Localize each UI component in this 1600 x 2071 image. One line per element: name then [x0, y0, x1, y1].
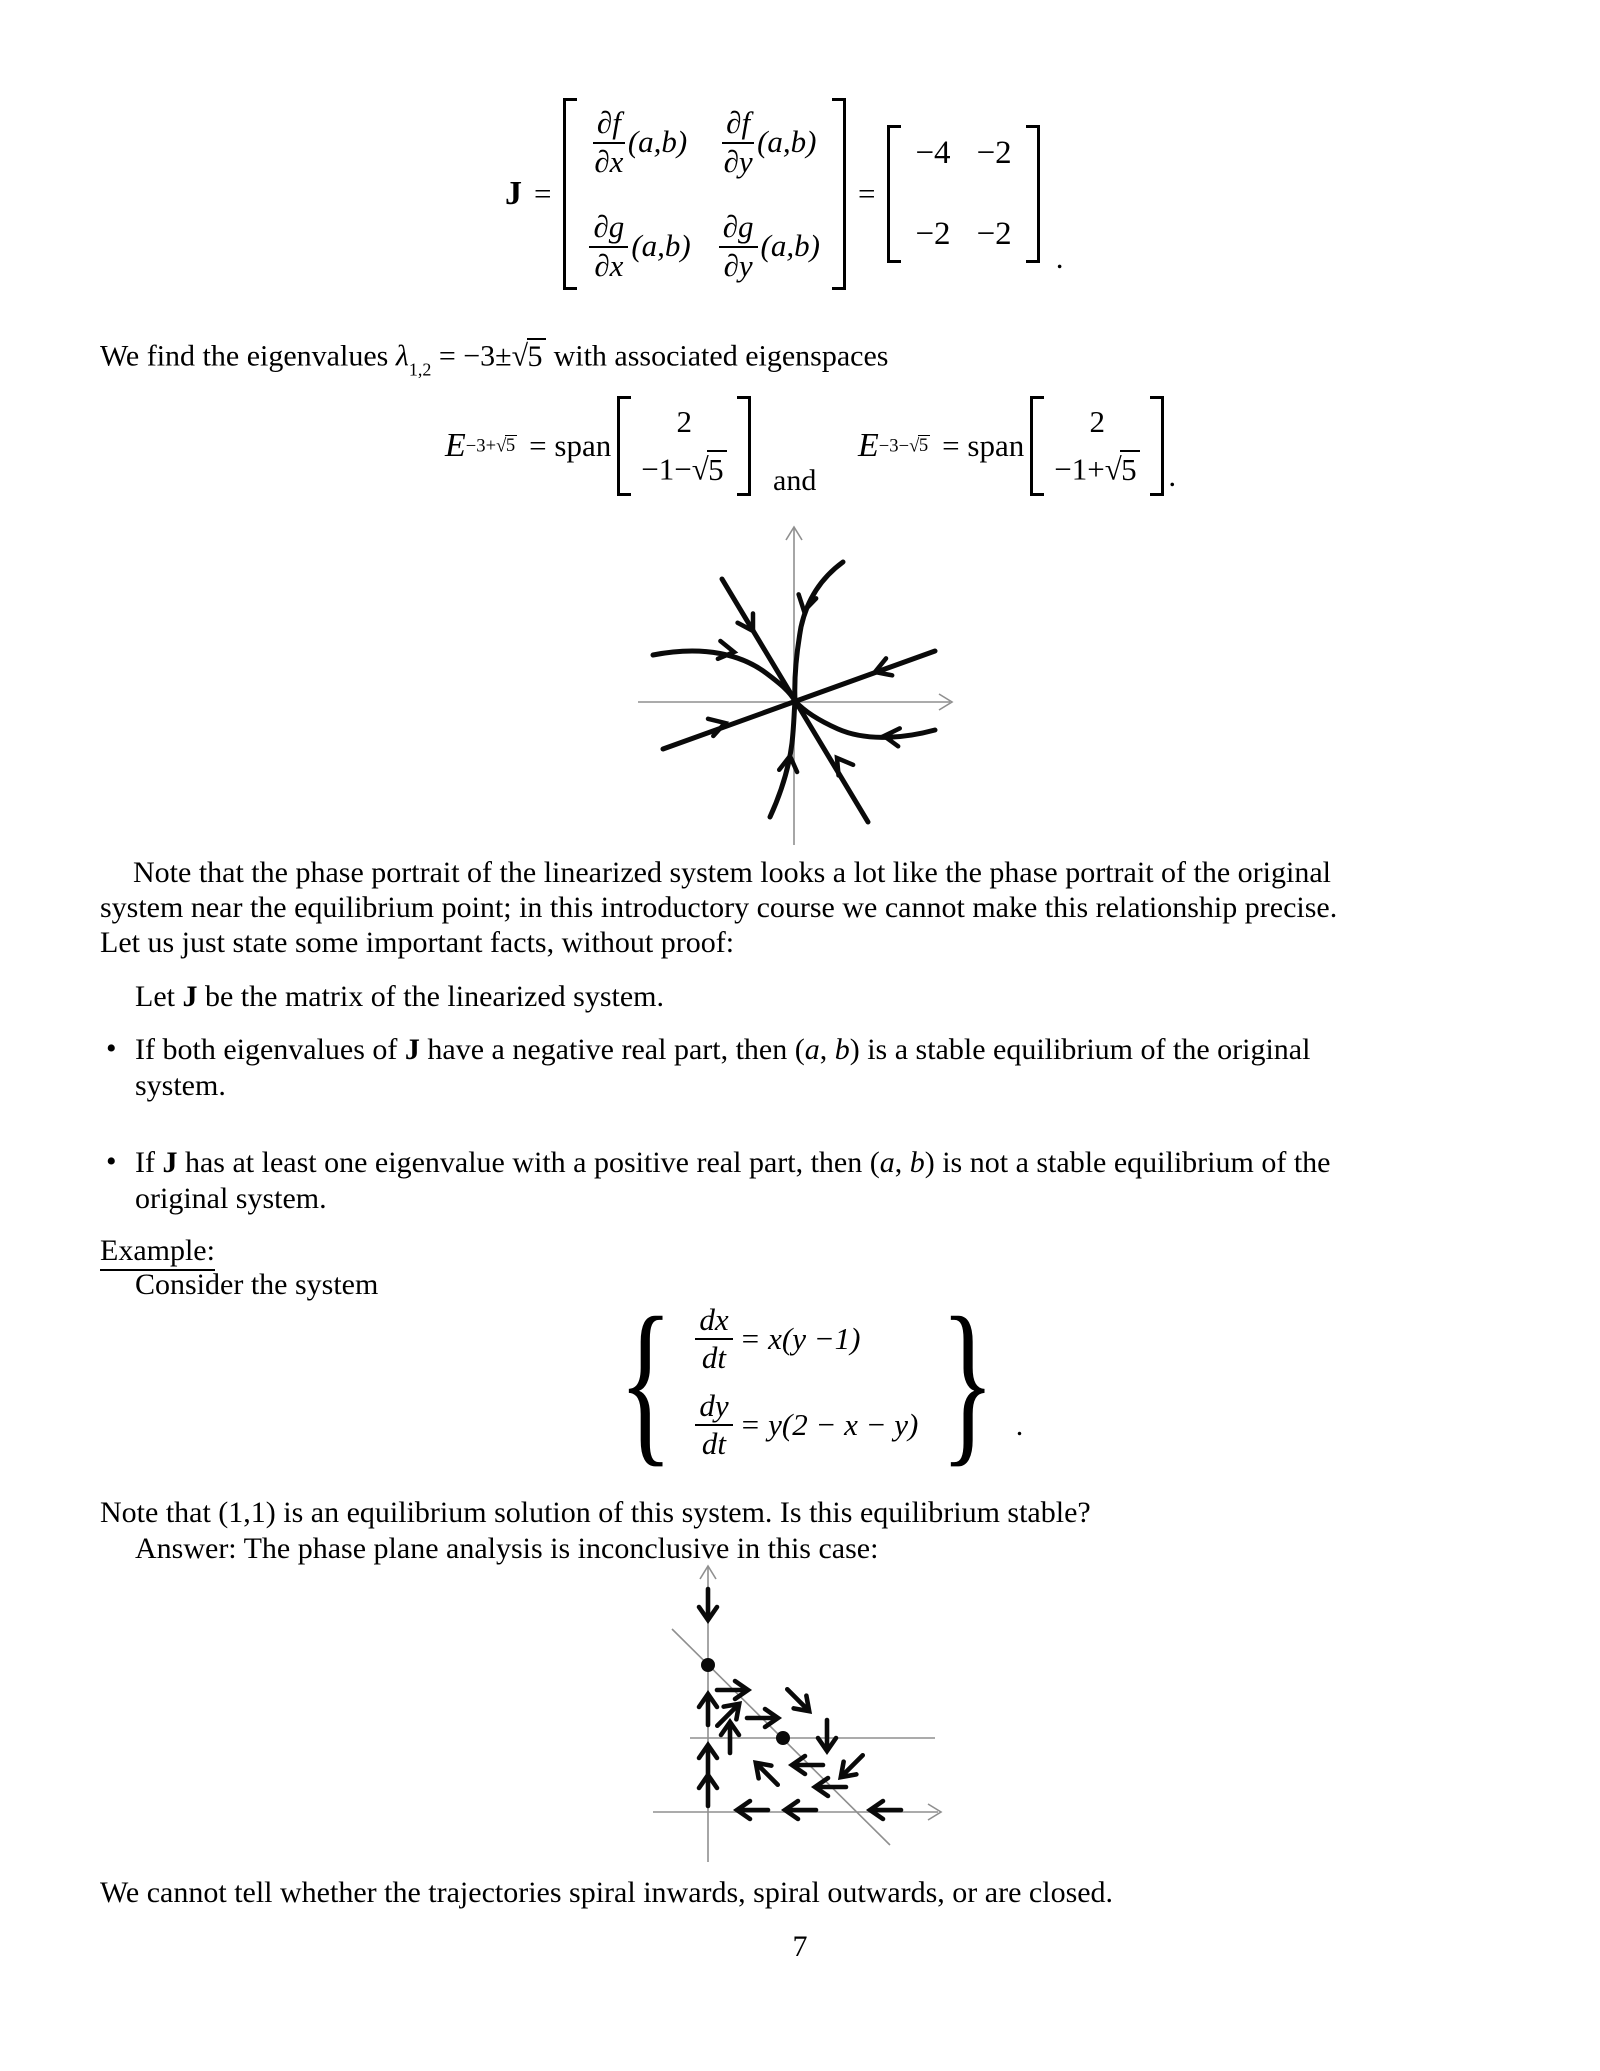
entry-argument: (a,b): [760, 228, 820, 264]
radicand: 5: [707, 450, 727, 486]
bullet-line: system.: [135, 1069, 226, 1102]
bullet-item-unstable: [135, 1145, 1495, 1217]
radical-sign: √: [1104, 451, 1122, 487]
paragraph-line: system near the equilibrium point; in this introductory course we cannot make this relationship precise.: [100, 891, 1338, 924]
equals-sign: =: [534, 176, 552, 212]
fraction-denominator: dt: [701, 1426, 727, 1462]
bullet-line: original system.: [135, 1182, 327, 1215]
arrow-down-icon: [818, 1720, 836, 1751]
radicand: 5: [918, 435, 930, 456]
equals-span: = span: [934, 427, 1025, 463]
matrix-entry: [722, 106, 816, 178]
vector-entry: 2: [676, 404, 693, 439]
fraction-denominator: ∂y: [723, 143, 753, 179]
vector-entry: −1+√5: [1054, 450, 1140, 488]
matrix-J-symbol: J: [162, 1146, 178, 1179]
equation-dy: [695, 1389, 918, 1461]
equation-dx: [695, 1303, 918, 1375]
matrix-J-symbol: J: [182, 980, 198, 1013]
lambda-symbol: λ: [395, 339, 409, 373]
arrow-up-left-icon: [749, 1756, 784, 1791]
fraction-numerator: ∂f: [593, 106, 625, 144]
jacobian-formula: [505, 98, 1063, 290]
bullet-line: If both eigenvalues of J have a negative real part, then (a, b) is a stable equilibrium of the original: [135, 1033, 1311, 1066]
arrow-left-icon: [785, 1801, 816, 1819]
period: .: [1168, 457, 1177, 493]
arrow-down-left-icon: [834, 1749, 869, 1784]
fraction-numerator: ∂f: [722, 106, 754, 144]
direction-arrows: [699, 1589, 901, 1819]
and-word: and: [773, 464, 817, 497]
trajectory-curve: [795, 562, 843, 701]
arrow-left-icon: [815, 1778, 846, 1796]
left-bracket: [1030, 396, 1044, 496]
consider-line: Consider the system: [135, 1268, 379, 1301]
bullet-marker: •: [106, 1145, 117, 1178]
eigenvector: [1030, 396, 1164, 496]
radicand: 5: [505, 435, 517, 456]
fraction-denominator: ∂x: [594, 247, 624, 283]
period: .: [1015, 1409, 1024, 1443]
matrix-value: −2: [915, 216, 951, 253]
eigenvector: [617, 396, 751, 496]
fraction-numerator: ∂g: [589, 210, 628, 248]
arrow-left-icon: [737, 1801, 768, 1819]
left-bracket: [887, 125, 901, 263]
eigenspace-subscript: −3−√5: [879, 435, 931, 457]
matrix-entry: [589, 210, 690, 282]
fraction-denominator: dt: [701, 1340, 727, 1376]
eigenspace-subscript: −3+√5: [466, 435, 518, 457]
equation-rhs: x(y −1): [768, 1320, 861, 1356]
right-bracket: [1026, 125, 1040, 263]
note-paragraph: [100, 855, 1530, 960]
page-number: 7: [792, 1930, 808, 1963]
radical-sign: √: [511, 339, 529, 373]
eigenvalue-line: [100, 338, 888, 380]
vector-entry: −1−√5: [641, 450, 727, 488]
left-brace: {: [618, 1281, 673, 1482]
matrix-entry: [719, 210, 820, 282]
equals-span: = span: [521, 427, 612, 463]
fraction-numerator: dx: [695, 1303, 732, 1341]
eigenspace-second: [858, 396, 1176, 496]
text: We find the eigenvalues: [100, 339, 396, 373]
eigenspace-symbol: E: [858, 426, 879, 464]
matrix-value: −2: [976, 216, 1012, 253]
let-j-line: Let J be the matrix of the linearized system.: [135, 980, 664, 1013]
right-bracket: [737, 396, 751, 496]
eigenspace-first: [445, 396, 751, 496]
right-brace: }: [940, 1281, 996, 1482]
fraction-numerator: ∂g: [719, 210, 758, 248]
right-bracket: [1150, 396, 1164, 496]
right-bracket: [832, 98, 846, 290]
arrow-up-icon: [699, 1775, 717, 1806]
arrow-left-icon: [792, 1756, 823, 1774]
arrow-up-icon: [699, 1694, 717, 1725]
equals-sign: =: [741, 1320, 760, 1356]
jacobian-matrix: [563, 98, 845, 290]
equation-rhs: y(2 − x − y): [768, 1406, 919, 1442]
equilibrium-dot: [701, 1658, 715, 1672]
period: .: [1055, 240, 1064, 276]
bullet-item-stable: [135, 1032, 1495, 1104]
equilibrium-dot: [776, 1731, 790, 1745]
entry-argument: (a,b): [627, 124, 688, 160]
arrow-right-icon: [747, 1709, 778, 1727]
phase-portrait-linearized: [630, 515, 970, 850]
text: = −3±: [431, 339, 512, 373]
equals-sign: =: [857, 176, 876, 212]
paragraph-line: Let us just state some important facts, without proof:: [100, 926, 735, 959]
matrix-value: −2: [976, 135, 1012, 172]
left-bracket: [563, 98, 577, 290]
jacobian-lhs: J: [505, 175, 522, 213]
radical-sign: √: [496, 434, 507, 456]
radicand: 5: [1120, 450, 1140, 486]
equilibrium-note: Note that (1,1) is an equilibrium solution of this system. Is this equilibrium stable?: [100, 1496, 1091, 1529]
example-heading: Example:: [100, 1234, 215, 1271]
jacobian-values-matrix: [887, 125, 1039, 263]
fraction-denominator: ∂y: [723, 247, 753, 283]
slow-eigendirection-line: [663, 651, 935, 749]
radical-sign: √: [909, 434, 920, 456]
matrix-value: −4: [915, 135, 951, 172]
arrow-right-icon: [717, 1681, 748, 1699]
arrow-down-right-icon: [781, 1683, 816, 1718]
text: with associated eigenspaces: [546, 339, 889, 373]
direction-field-diagram: [630, 1555, 960, 1870]
eigenspace-symbol: E: [445, 426, 466, 464]
fraction-denominator: ∂x: [594, 143, 624, 179]
vector-entry: 2: [1089, 404, 1106, 439]
ode-system: [602, 1281, 1024, 1482]
matrix-entry: [593, 106, 687, 178]
bullet-line: If J has at least one eigenvalue with a positive real part, then (a, b) is not a stable equilibrium of the: [135, 1146, 1331, 1179]
arrow-down-icon: [699, 1589, 717, 1620]
radicand: 5: [527, 338, 546, 373]
equals-sign: =: [741, 1406, 760, 1442]
lambda-subscript: 1,2: [408, 359, 432, 380]
entry-argument: (a,b): [631, 228, 691, 264]
radical-sign: √: [691, 451, 709, 487]
matrix-J-symbol: J: [404, 1033, 420, 1066]
answer-line: Answer: The phase plane analysis is inconclusive in this case:: [135, 1532, 879, 1565]
bullet-marker: •: [106, 1032, 117, 1065]
entry-argument: (a,b): [757, 124, 817, 160]
conclusion-line: We cannot tell whether the trajectories spiral inwards, spiral outwards, or are closed.: [100, 1876, 1114, 1909]
paragraph-line: Note that the phase portrait of the linearized system looks a lot like the phase portrait of the original: [133, 856, 1331, 889]
fraction-numerator: dy: [695, 1389, 732, 1427]
left-bracket: [617, 396, 631, 496]
arrow-left-icon: [870, 1801, 901, 1819]
